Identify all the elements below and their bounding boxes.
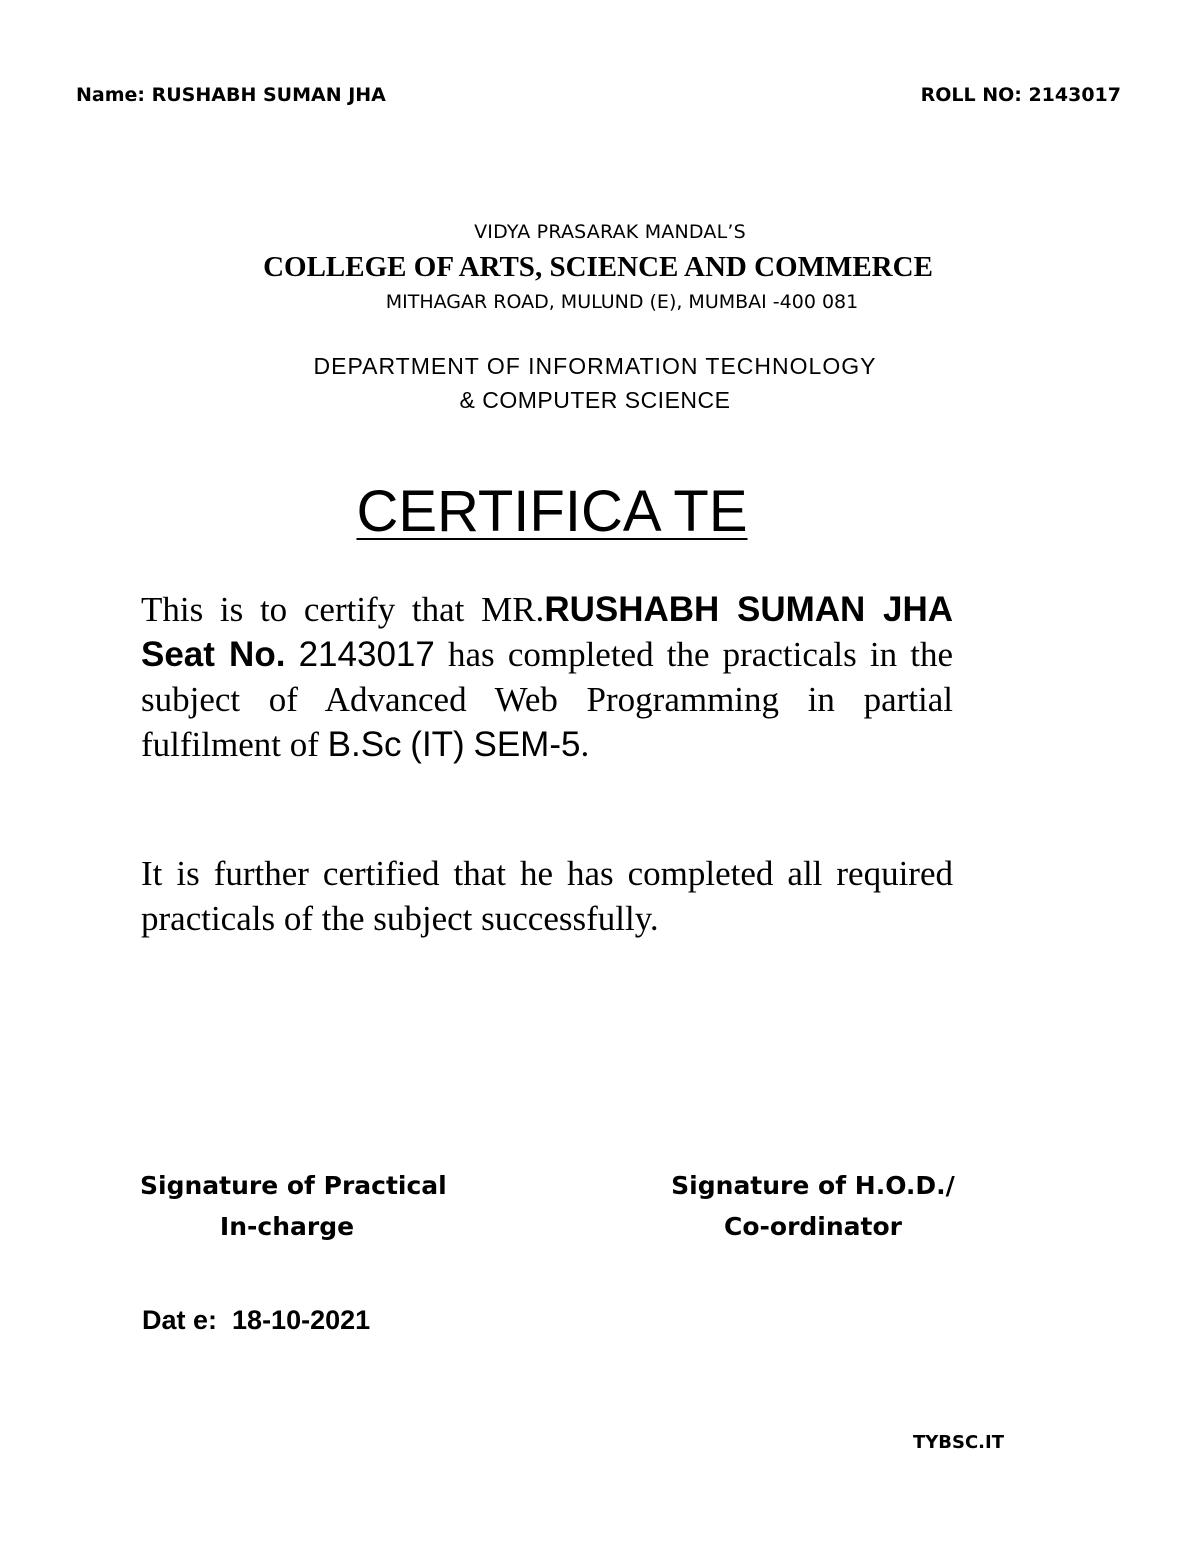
hod-signature-block xyxy=(668,1165,958,1247)
class-footer: TYBSC.IT xyxy=(912,1432,1004,1453)
semester: SEM-5 xyxy=(473,725,581,764)
seat-number: 2143017 xyxy=(298,635,435,674)
sentence-end: . xyxy=(580,725,590,764)
course-name: B.Sc xyxy=(327,725,402,764)
date-value: 18-10-2021 xyxy=(232,1305,371,1335)
signature-right-line-1: Signature of H.O.D./ xyxy=(671,1171,955,1200)
college-address: MITHAGAR ROAD, MULUND (E), MUMBAI -400 081 xyxy=(385,291,859,313)
date-label: Dat e: xyxy=(142,1305,218,1335)
signature-right-line-2: Co-ordinator xyxy=(724,1212,902,1241)
practical-incharge-signature-block xyxy=(140,1165,447,1247)
certify-body: has completed the practicals in the subject of Advanced Web Programming in partial fulfilment of xyxy=(141,635,954,764)
signature-left-line-1: Signature of Practical xyxy=(140,1171,447,1200)
date-line xyxy=(142,1305,370,1336)
department-line-1: DEPARTMENT OF INFORMATION TECHNOLOGY xyxy=(313,353,877,379)
certification-paragraph xyxy=(141,587,953,767)
certificate-title: CERTIFICA TE xyxy=(356,479,748,544)
certify-intro: This is to certify that MR. xyxy=(141,590,545,629)
signature-left-line-2: In-charge xyxy=(219,1212,355,1241)
student-name: RUSHABH SUMAN JHA xyxy=(544,590,953,629)
college-name: COLLEGE OF ARTS, SCIENCE AND COMMERCE xyxy=(263,251,933,283)
further-certification-paragraph: It is further certified that he has completed all required practicals of the subject successfully. xyxy=(141,854,953,938)
department-line-2: & COMPUTER SCIENCE xyxy=(459,387,731,413)
student-name-header: Name: RUSHABH SUMAN JHA xyxy=(76,84,386,106)
society-name: VIDYA PRASARAK MANDAL’S xyxy=(474,221,746,243)
roll-number-header: ROLL NO: 2143017 xyxy=(920,84,1121,106)
course-stream: (IT) xyxy=(410,725,465,764)
seat-label: Seat No. xyxy=(141,635,286,674)
